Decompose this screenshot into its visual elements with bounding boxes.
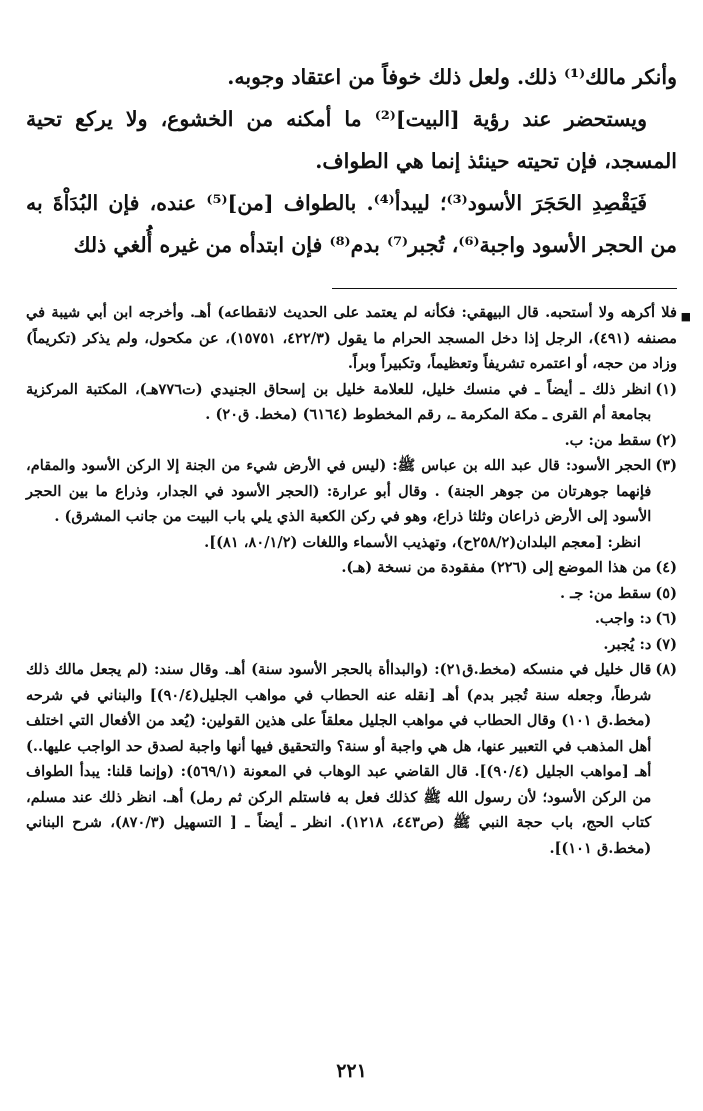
main-paragraph-2: ويستحضر عند رؤية [البيت]⁽²⁾ ما أمكنه من الخشوع، ولا يركع تحية المسجد، فإن تحيته حينئذ إنما هي الطواف. [26, 107, 677, 173]
footnote-text: د: واجب. [594, 610, 652, 627]
footnote-text: د: يُجبر. [603, 635, 652, 653]
main-text [26, 56, 677, 266]
footnote-4 [26, 555, 677, 581]
footnote-number: (٢) [655, 431, 677, 449]
footnote-text: سقط من: جـ . [559, 584, 652, 602]
footnote-number: (٥) [655, 584, 677, 602]
footnote-number: (١) [655, 380, 677, 398]
footnote-6 [26, 606, 677, 632]
main-line-1: وأنكر مالك⁽¹⁾ ذلك. ولعل ذلك خوفاً من اعتقاد وجوبه. [227, 65, 677, 89]
page-number: ٢٢١ [336, 1060, 367, 1082]
footnotes [26, 300, 691, 861]
footnote-text: الحجر الأسود: قال عبد الله بن عباس ﷺ: (ليس في الأرض شيء من الجنة إلا الركن الأسود والمقام، فإنهما جوهرتان من جوهر الجنة) . وقال أبو عرارة: (الحجر الأسود في الجدار، وذراع ما بين الحجر الأسود إلى الأرض ذراعان وثلثا ذراع، وهو في ركن الكعبة الذي يلي باب البيت من جانب المشرق) . [26, 457, 652, 525]
footnote-text: من هذا الموضع إلى (٢٢٦) مفقودة من نسخة (هـ). [341, 559, 652, 576]
footnote-5 [26, 581, 677, 607]
footnote-3-reference: انظر: [معجم البلدان(٢٥٨/٢ح)، وتهذيب الأسماء واللغات (٨٠/١/٢، ٨١)]. [204, 533, 641, 551]
footnote-separator [332, 288, 677, 289]
footnote-text: قال خليل في منسكه (مخط.ق٢١): (والبداأة بالحجر الأسود سنة) أهـ. وقال سند: (لم يجعل مالك ذلك شرطاً، وجعله سنة تُجبر بدم) أهـ [نقله عنه الحطاب في مواهب الجليل(٩٠/٤)] والبناني في شرحه (مخط.ق ١٠١) وقال الحطاب في مواهب الجليل معلقاً على هذين القولين: (يُعد من الأفعال التي اختلف أهل المذهب في التعبير عنها، هل هي واجبة أو سنة؟ والتحقيق فيها أنها واجبة لصدق حد الواجب عليها..) أهـ [مواهب الجليل (٩٠/٤)]. قال القاضي عبد الوهاب في المعونة (٥٦٩/١): (وإنما قلنا: يبدأ الطواف من الركن الأسود؛ لأن رسول الله ﷺ كذلك فعل به فاستلم الركن ثم رمل) أهـ. انظر ذلك عند مسلم، كتاب الحج، باب حجة النبي ﷺ (ص٤٤٣، ١٢١٨). انظر ـ أيضاً ـ [ التسهيل (٨٧٠/٣)، شرح البناني (مخط.ق ١٠١)]. [26, 661, 652, 857]
footnote-7 [26, 632, 677, 658]
footnote-number: (٧) [655, 635, 677, 653]
footnote-2 [26, 428, 677, 454]
footnote-number: (٤) [655, 559, 677, 576]
bullet-icon: ■ [680, 310, 691, 323]
footnote-text: انظر ذلك ـ أيضاً ـ في منسك خليل، للعلامة خليل بن إسحاق الجنيدي (ت٧٧٦هـ)، المكتبة المركزية بجامعة أم القرى ـ مكة المكرمة ـ، رقم المخطوط (٦١٦٤) (مخط. ق٢٠) . [26, 380, 652, 423]
footnote-continuation: فلا أكرهه ولا أستحبه. قال البيهقي: فكأنه لم يعتمد على الحديث لانقطاعه) أهـ. وأخرجه ابن أبي شيبة في مصنفه (٤٩١)، الرجل إذا دخل المسجد الحرام ما يقول (٤٢٢/٣، ١٥٧٥١)، عن مكحول، ولم يذكر (تكريماً) وزاد من حجه، أو اعتمره تشريفاً وتعظيماً، وتكبيراً وبراً. [26, 304, 677, 372]
footnote-number: (٦) [655, 610, 677, 627]
footnote-text: سقط من: ب. [564, 431, 652, 449]
footnote-number: (٨) [655, 661, 677, 678]
footnote-number: (٣) [655, 457, 677, 474]
main-paragraph-3: فَيَقْصِدِ الحَجَرَ الأسود⁽³⁾؛ ليبدأ⁽⁴⁾. بالطواف [من]⁽⁵⁾ عنده، فإن البُدَاْةَ به من الحجر الأسود واجبة⁽⁶⁾، تُجبر⁽⁷⁾ بدم⁽⁸⁾ فإن ابتدأه من غيره أُلغي ذلك [26, 191, 677, 257]
footnote-3 [26, 453, 677, 530]
footnote-1 [26, 377, 677, 428]
footnote-8 [26, 657, 677, 861]
